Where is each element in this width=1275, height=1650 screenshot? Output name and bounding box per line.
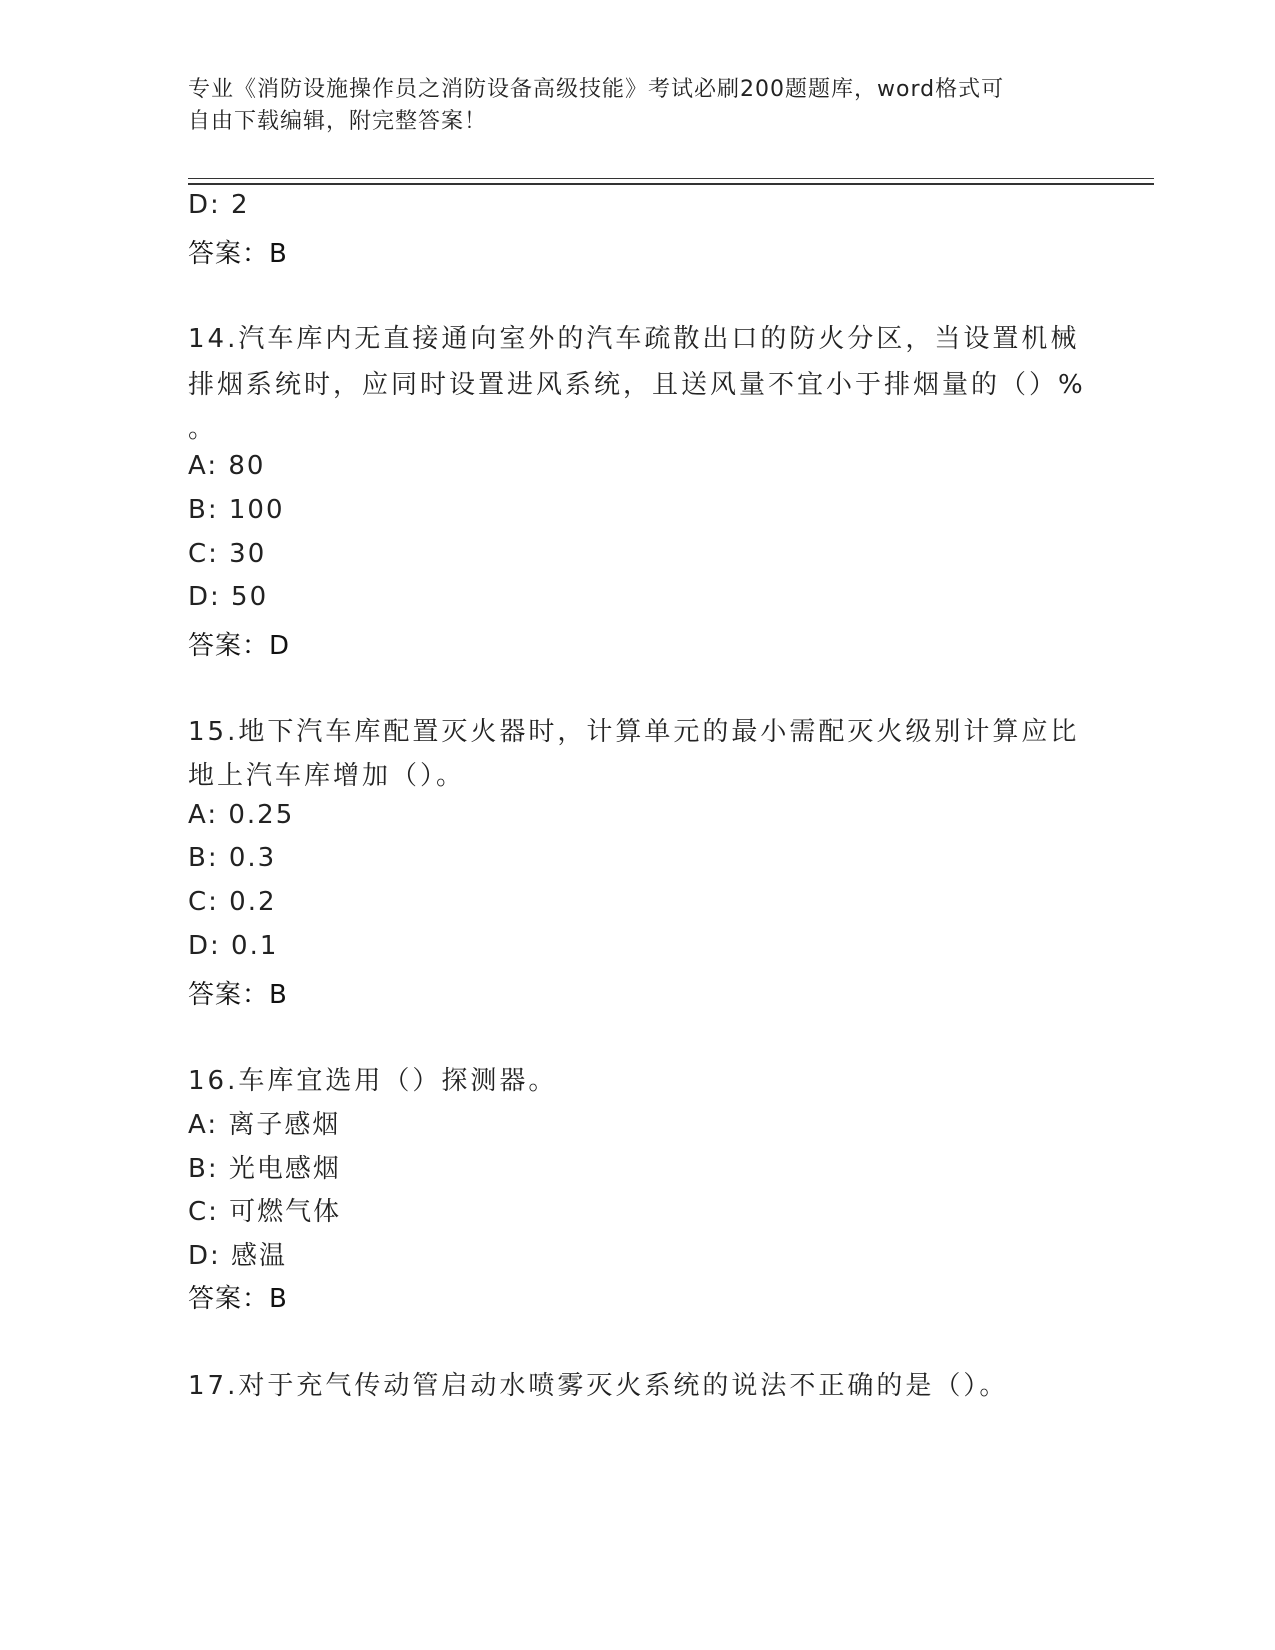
q15-text-line-1: 15.地下汽车库配置灭火器时，计算单元的最小需配灭火级别计算应比 [188, 717, 1080, 747]
q17-text-line-1: 17.对于充气传动管启动水喷雾灭火系统的说法不正确的是（）。 [188, 1371, 1009, 1401]
document-header [188, 74, 1068, 138]
q16-option-a: A: 离子感烟 [188, 1110, 341, 1140]
q15-text-line-2: 地上汽车库增加（）。 [188, 761, 466, 791]
q15-option-d: D: 0.1 [188, 931, 279, 961]
prev-option-d: D: 2 [188, 190, 250, 220]
header-divider-thick [188, 183, 1154, 185]
header-line-2: 自由下载编辑，附完整答案！ [188, 109, 488, 134]
q16-text-line-1: 16.车库宜选用（）探测器。 [188, 1066, 558, 1096]
q14-text-line-1: 14.汽车库内无直接通向室外的汽车疏散出口的防火分区，当设置机械 [188, 324, 1080, 354]
q14-option-a: A: 80 [188, 451, 266, 481]
prev-answer: 答案：B [188, 239, 288, 269]
q16-answer: 答案：B [188, 1284, 288, 1314]
q14-text-line-2: 排烟系统时，应同时设置进风系统，且送风量不宜小于排烟量的（）% [188, 370, 1086, 400]
header-line-1: 专业《消防设施操作员之消防设备高级技能》考试必刷200题题库，word格式可 [188, 77, 1005, 102]
q14-option-d: D: 50 [188, 582, 269, 612]
q16-option-d: D: 感温 [188, 1241, 288, 1271]
q16-option-c: C: 可燃气体 [188, 1197, 342, 1227]
q15-answer: 答案：B [188, 980, 288, 1010]
q14-option-c: C: 30 [188, 539, 267, 569]
q14-answer: 答案：D [188, 631, 291, 661]
header-divider-thin [188, 178, 1154, 179]
q15-option-a: A: 0.25 [188, 800, 295, 830]
q15-option-b: B: 0.3 [188, 843, 277, 873]
q16-option-b: B: 光电感烟 [188, 1154, 341, 1184]
q15-option-c: C: 0.2 [188, 887, 277, 917]
q14-option-b: B: 100 [188, 495, 285, 525]
q14-text-line-3: 。 [188, 414, 218, 444]
